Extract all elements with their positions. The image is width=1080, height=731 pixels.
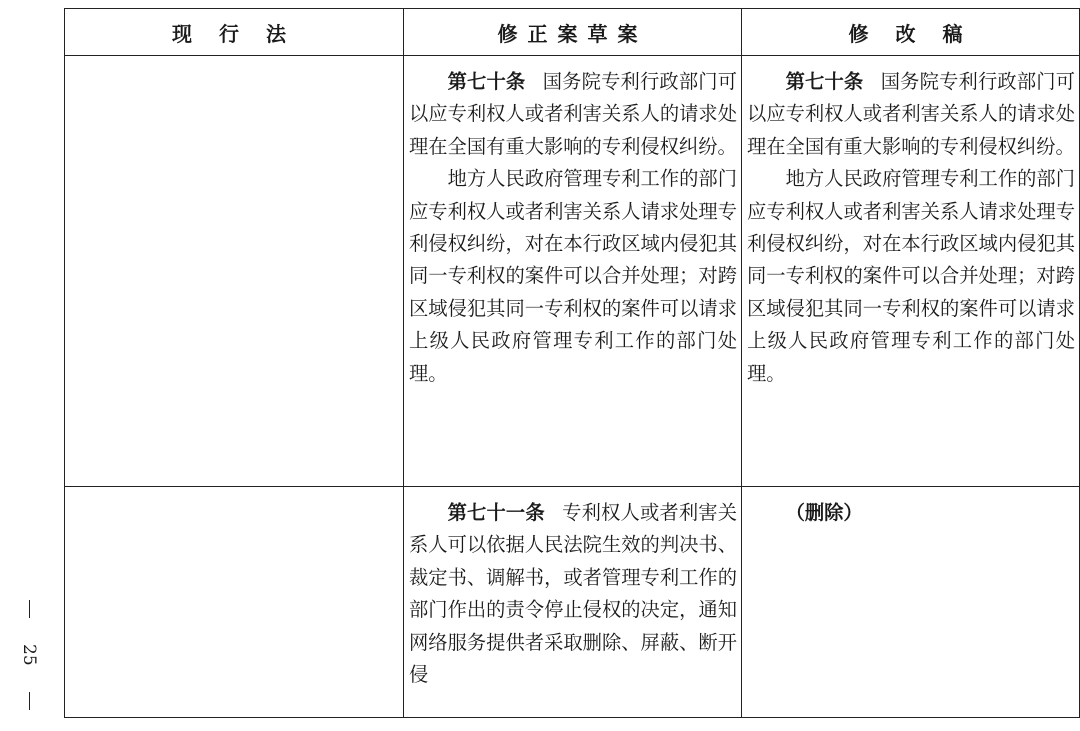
paragraph-text: 国务院专利行政部门可以应专利权人或者利害关系人的请求处理在全国有重大影响的专利侵权纠纷。 [747, 70, 1076, 158]
article-heading: 第七十条 [785, 70, 864, 93]
current-law-cell [65, 56, 404, 487]
current-law-text [65, 487, 403, 497]
current-law-text [65, 56, 403, 66]
header-revised-draft: 修 改 稿 [742, 9, 1080, 56]
header-current-law: 现 行 法 [65, 9, 404, 56]
revised-paragraph [747, 66, 1075, 163]
page-number-dash-top [29, 600, 30, 618]
page-number-dash-bottom [29, 692, 30, 710]
draft-cell [404, 487, 742, 718]
deleted-note: （删除） [785, 501, 863, 524]
article-heading: 第七十条 [447, 70, 526, 93]
table-row [65, 487, 1080, 718]
paragraph-text: 专利权人或者利害关系人可以依据人民法院生效的判决书、裁定书、调解书，或者管理专利工作的部门作出的责令停止侵权的决定，通知网络服务提供者采取删除、屏蔽、断开侵 [409, 501, 738, 687]
draft-paragraph [409, 497, 737, 691]
header-row [65, 9, 1080, 56]
current-law-cell [65, 487, 404, 718]
page-number-text: 25 [19, 644, 39, 666]
paragraph-text: 国务院专利行政部门可以应专利权人或者利害关系人的请求处理在全国有重大影响的专利侵权纠纷。 [409, 70, 738, 158]
comparison-table [64, 8, 1080, 718]
draft-paragraph: 地方人民政府管理专利工作的部门应专利权人或者利害关系人请求处理专利侵权纠纷，对在本行政区域内侵犯其同一专利权的案件可以合并处理；对跨区域侵犯其同一专利权的案件可以请求上级人民政府管理专利工作的部门处理。 [409, 167, 737, 385]
header-draft-amendment: 修正案草案 [404, 9, 742, 56]
draft-cell [404, 56, 742, 487]
revised-paragraph: 地方人民政府管理专利工作的部门应专利权人或者利害关系人请求处理专利侵权纠纷，对在本行政区域内侵犯其同一专利权的案件可以合并处理；对跨区域侵犯其同一专利权的案件可以请求上级人民政府管理专利工作的部门处理。 [747, 167, 1075, 385]
table-row [65, 56, 1080, 487]
revised-cell [742, 487, 1080, 718]
revised-cell [742, 56, 1080, 487]
page-number [18, 600, 40, 710]
draft-paragraph [409, 66, 737, 163]
article-heading: 第七十一条 [447, 501, 545, 524]
deleted-note-paragraph [747, 497, 1075, 529]
